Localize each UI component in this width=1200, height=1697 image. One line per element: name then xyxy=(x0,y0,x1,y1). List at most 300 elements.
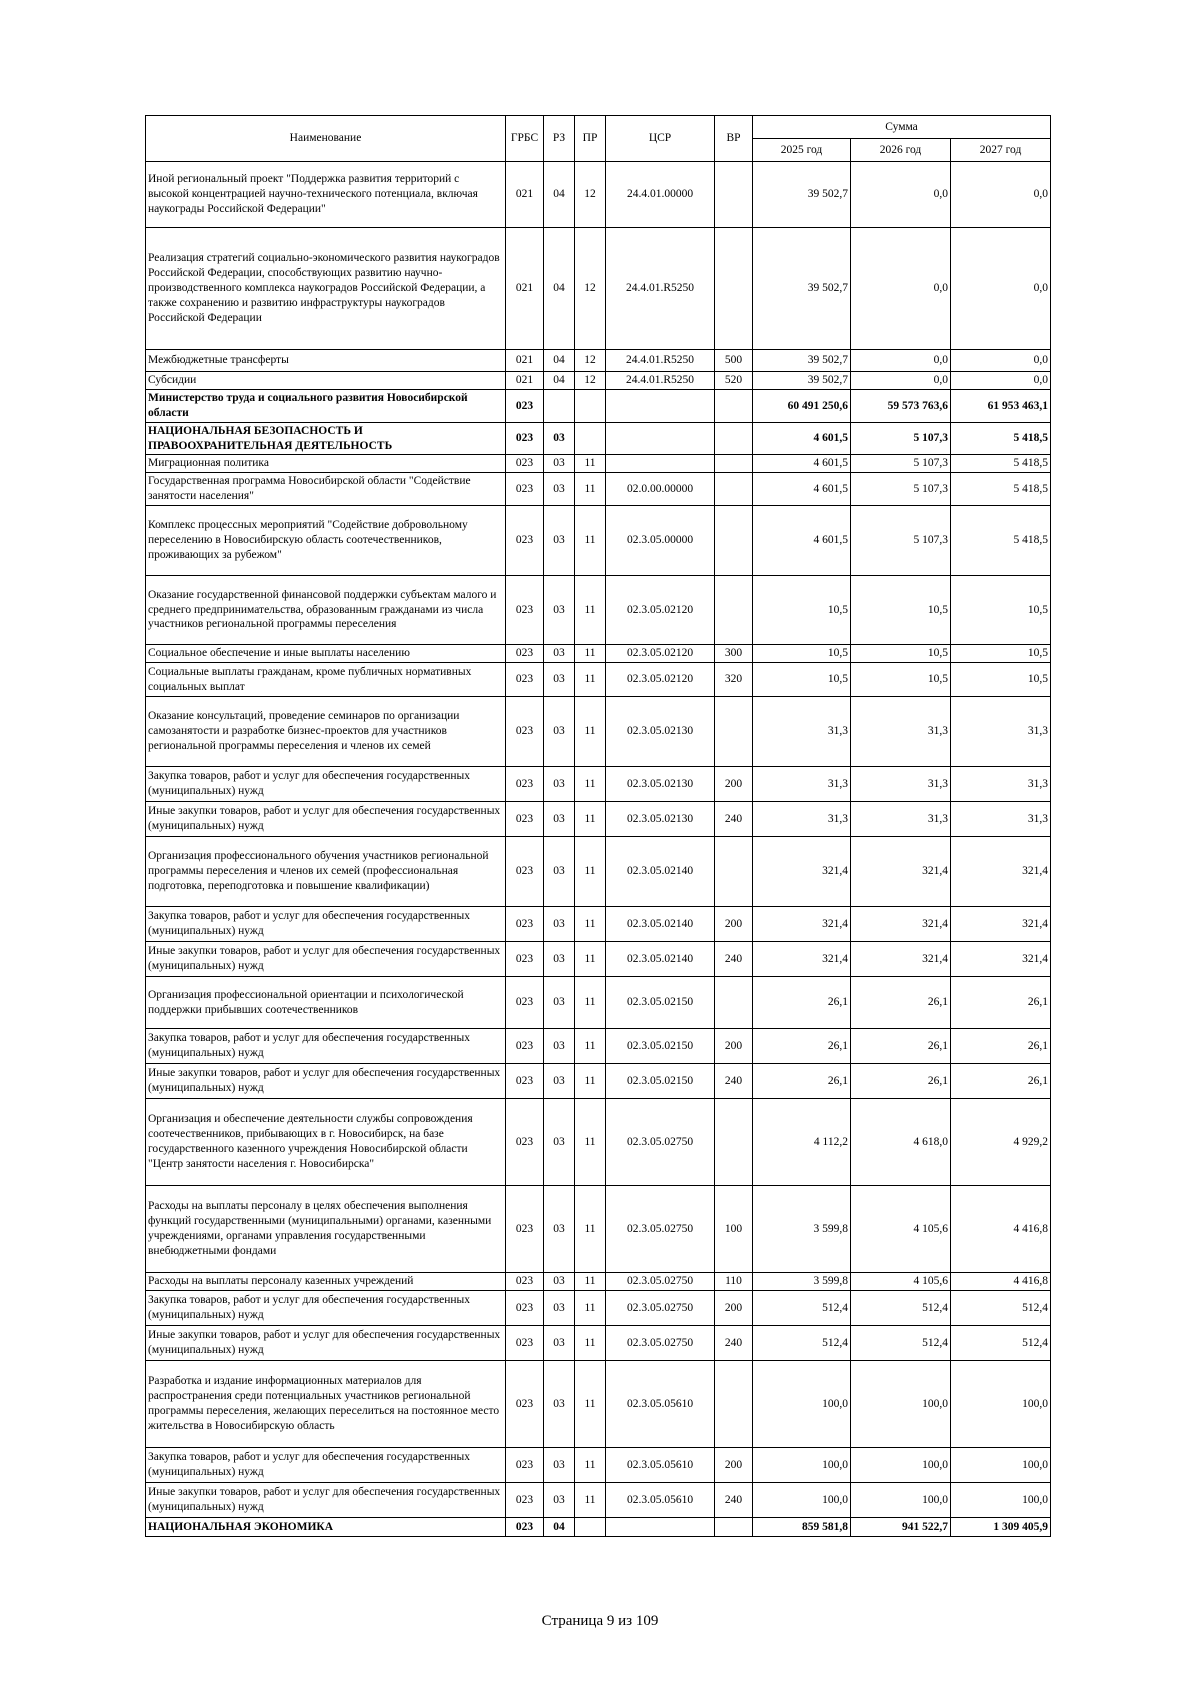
cell-pr: 12 xyxy=(575,372,606,390)
cell-grbs: 023 xyxy=(506,907,544,942)
table-row xyxy=(146,228,1051,350)
cell-name: Расходы на выплаты персоналу в целях обеспечения выполнения функций государственными (муниципальными) органами, казенными учреждениями, органами управления государственными внебюджетными фондами xyxy=(146,1186,506,1273)
cell-rz: 03 xyxy=(544,1273,575,1291)
cell-sum-2026: 0,0 xyxy=(851,372,951,390)
cell-vr xyxy=(715,423,753,455)
table-row xyxy=(146,1099,1051,1186)
cell-csr xyxy=(606,390,715,423)
table-row xyxy=(146,1326,1051,1361)
table-row xyxy=(146,1518,1051,1537)
cell-vr: 240 xyxy=(715,942,753,977)
cell-sum-2026: 5 107,3 xyxy=(851,423,951,455)
cell-grbs: 023 xyxy=(506,663,544,697)
cell-sum-2027: 5 418,5 xyxy=(951,455,1051,473)
cell-pr: 11 xyxy=(575,1029,606,1064)
cell-pr: 11 xyxy=(575,645,606,663)
cell-pr xyxy=(575,423,606,455)
cell-vr xyxy=(715,455,753,473)
cell-name: Социальные выплаты гражданам, кроме публичных нормативных социальных выплат xyxy=(146,663,506,697)
cell-pr: 11 xyxy=(575,697,606,767)
table-row xyxy=(146,942,1051,977)
cell-sum-2025: 4 601,5 xyxy=(753,423,851,455)
cell-vr: 240 xyxy=(715,1483,753,1518)
cell-csr: 02.3.05.02750 xyxy=(606,1291,715,1326)
cell-pr: 11 xyxy=(575,1291,606,1326)
table-row xyxy=(146,1273,1051,1291)
cell-csr: 02.3.05.02130 xyxy=(606,802,715,837)
table-row xyxy=(146,455,1051,473)
cell-name: Государственная программа Новосибирской области "Содействие занятости населения" xyxy=(146,473,506,506)
cell-csr: 02.3.05.02750 xyxy=(606,1186,715,1273)
cell-rz: 03 xyxy=(544,1448,575,1483)
cell-sum-2026: 941 522,7 xyxy=(851,1518,951,1537)
cell-grbs: 021 xyxy=(506,162,544,228)
cell-grbs: 023 xyxy=(506,455,544,473)
cell-rz: 03 xyxy=(544,1361,575,1448)
cell-pr: 12 xyxy=(575,228,606,350)
cell-grbs: 021 xyxy=(506,228,544,350)
cell-rz: 03 xyxy=(544,837,575,907)
cell-name: Разработка и издание информационных материалов для распространения среди потенциальных участников региональной программы переселения, желающих переселиться на постоянное место жительства в Новосибирскую область xyxy=(146,1361,506,1448)
cell-pr: 11 xyxy=(575,767,606,802)
cell-sum-2025: 10,5 xyxy=(753,576,851,645)
cell-vr: 240 xyxy=(715,802,753,837)
cell-name: Закупка товаров, работ и услуг для обеспечения государственных (муниципальных) нужд xyxy=(146,907,506,942)
header-pr: ПР xyxy=(575,116,606,162)
cell-grbs: 023 xyxy=(506,473,544,506)
cell-csr: 02.0.00.00000 xyxy=(606,473,715,506)
cell-name: Закупка товаров, работ и услуг для обеспечения государственных (муниципальных) нужд xyxy=(146,1291,506,1326)
cell-sum-2026: 31,3 xyxy=(851,767,951,802)
table-row xyxy=(146,837,1051,907)
table-row xyxy=(146,645,1051,663)
table-row xyxy=(146,423,1051,455)
cell-sum-2025: 10,5 xyxy=(753,645,851,663)
cell-sum-2026: 321,4 xyxy=(851,907,951,942)
table-row xyxy=(146,506,1051,576)
cell-rz: 03 xyxy=(544,907,575,942)
cell-sum-2027: 0,0 xyxy=(951,162,1051,228)
cell-pr: 11 xyxy=(575,1448,606,1483)
table-row xyxy=(146,1361,1051,1448)
table-row xyxy=(146,697,1051,767)
cell-sum-2027: 321,4 xyxy=(951,942,1051,977)
cell-pr xyxy=(575,390,606,423)
cell-grbs: 023 xyxy=(506,390,544,423)
cell-rz: 03 xyxy=(544,663,575,697)
cell-sum-2027: 5 418,5 xyxy=(951,423,1051,455)
cell-sum-2025: 3 599,8 xyxy=(753,1186,851,1273)
cell-sum-2027: 26,1 xyxy=(951,1029,1051,1064)
cell-sum-2026: 100,0 xyxy=(851,1483,951,1518)
cell-vr: 200 xyxy=(715,907,753,942)
cell-rz: 03 xyxy=(544,1483,575,1518)
cell-sum-2026: 5 107,3 xyxy=(851,455,951,473)
cell-csr: 02.3.05.05610 xyxy=(606,1483,715,1518)
cell-vr: 200 xyxy=(715,767,753,802)
table-row xyxy=(146,767,1051,802)
cell-rz: 03 xyxy=(544,455,575,473)
cell-csr: 02.3.05.02750 xyxy=(606,1326,715,1361)
cell-sum-2025: 100,0 xyxy=(753,1361,851,1448)
cell-pr: 11 xyxy=(575,802,606,837)
cell-grbs: 023 xyxy=(506,506,544,576)
cell-pr: 11 xyxy=(575,1186,606,1273)
cell-csr xyxy=(606,423,715,455)
cell-pr: 11 xyxy=(575,1099,606,1186)
cell-sum-2027: 512,4 xyxy=(951,1326,1051,1361)
cell-sum-2027: 10,5 xyxy=(951,663,1051,697)
cell-name: НАЦИОНАЛЬНАЯ БЕЗОПАСНОСТЬ И ПРАВООХРАНИТЕЛЬНАЯ ДЕЯТЕЛЬНОСТЬ xyxy=(146,423,506,455)
cell-vr xyxy=(715,977,753,1029)
cell-rz: 03 xyxy=(544,1186,575,1273)
cell-rz: 04 xyxy=(544,162,575,228)
cell-sum-2026: 59 573 763,6 xyxy=(851,390,951,423)
table-row xyxy=(146,1483,1051,1518)
cell-sum-2025: 4 601,5 xyxy=(753,506,851,576)
cell-sum-2027: 1 309 405,9 xyxy=(951,1518,1051,1537)
cell-grbs: 023 xyxy=(506,423,544,455)
cell-csr: 02.3.05.02120 xyxy=(606,645,715,663)
cell-sum-2025: 26,1 xyxy=(753,1064,851,1099)
cell-sum-2025: 26,1 xyxy=(753,977,851,1029)
cell-vr xyxy=(715,162,753,228)
cell-rz: 03 xyxy=(544,1029,575,1064)
cell-pr: 11 xyxy=(575,837,606,907)
cell-sum-2026: 100,0 xyxy=(851,1448,951,1483)
header-year-2025: 2025 год xyxy=(753,139,851,162)
cell-pr: 11 xyxy=(575,473,606,506)
cell-grbs: 023 xyxy=(506,802,544,837)
cell-name: Закупка товаров, работ и услуг для обеспечения государственных (муниципальных) нужд xyxy=(146,1448,506,1483)
cell-sum-2026: 10,5 xyxy=(851,645,951,663)
cell-grbs: 023 xyxy=(506,1483,544,1518)
cell-rz: 04 xyxy=(544,228,575,350)
cell-csr: 02.3.05.02150 xyxy=(606,1064,715,1099)
cell-grbs: 023 xyxy=(506,977,544,1029)
cell-sum-2026: 10,5 xyxy=(851,576,951,645)
cell-csr: 02.3.05.02120 xyxy=(606,663,715,697)
cell-rz: 03 xyxy=(544,1326,575,1361)
cell-vr: 240 xyxy=(715,1326,753,1361)
cell-grbs: 023 xyxy=(506,1291,544,1326)
cell-pr xyxy=(575,1518,606,1537)
cell-vr xyxy=(715,1361,753,1448)
table-row xyxy=(146,1448,1051,1483)
page-number: Страница 9 из 109 xyxy=(541,1613,659,1629)
cell-grbs: 023 xyxy=(506,1064,544,1099)
cell-sum-2025: 39 502,7 xyxy=(753,228,851,350)
cell-vr xyxy=(715,1099,753,1186)
header-grbs: ГРБС xyxy=(506,116,544,162)
cell-vr xyxy=(715,1518,753,1537)
table-row xyxy=(146,576,1051,645)
cell-sum-2026: 100,0 xyxy=(851,1361,951,1448)
cell-vr: 110 xyxy=(715,1273,753,1291)
cell-vr: 200 xyxy=(715,1029,753,1064)
cell-sum-2027: 5 418,5 xyxy=(951,506,1051,576)
cell-sum-2025: 3 599,8 xyxy=(753,1273,851,1291)
header-rz: РЗ xyxy=(544,116,575,162)
cell-sum-2025: 31,3 xyxy=(753,767,851,802)
cell-rz: 03 xyxy=(544,697,575,767)
cell-csr: 02.3.05.02140 xyxy=(606,907,715,942)
cell-sum-2026: 31,3 xyxy=(851,697,951,767)
cell-pr: 11 xyxy=(575,1326,606,1361)
cell-grbs: 023 xyxy=(506,1361,544,1448)
cell-sum-2027: 10,5 xyxy=(951,645,1051,663)
cell-sum-2025: 4 112,2 xyxy=(753,1099,851,1186)
cell-name: Закупка товаров, работ и услуг для обеспечения государственных (муниципальных) нужд xyxy=(146,1029,506,1064)
cell-name: Комплекс процессных мероприятий "Содействие добровольному переселению в Новосибирскую область соотечественников, проживающих за рубежом" xyxy=(146,506,506,576)
cell-grbs: 023 xyxy=(506,1029,544,1064)
cell-vr xyxy=(715,697,753,767)
cell-sum-2026: 0,0 xyxy=(851,162,951,228)
cell-pr: 11 xyxy=(575,1273,606,1291)
cell-sum-2026: 5 107,3 xyxy=(851,473,951,506)
cell-sum-2025: 512,4 xyxy=(753,1291,851,1326)
cell-sum-2026: 10,5 xyxy=(851,663,951,697)
cell-name: Миграционная политика xyxy=(146,455,506,473)
header-csr: ЦСР xyxy=(606,116,715,162)
cell-name: Закупка товаров, работ и услуг для обеспечения государственных (муниципальных) нужд xyxy=(146,767,506,802)
cell-sum-2027: 61 953 463,1 xyxy=(951,390,1051,423)
cell-name: Иные закупки товаров, работ и услуг для обеспечения государственных (муниципальных) нужд xyxy=(146,802,506,837)
cell-rz: 03 xyxy=(544,767,575,802)
table-row xyxy=(146,473,1051,506)
cell-rz: 03 xyxy=(544,645,575,663)
cell-vr: 520 xyxy=(715,372,753,390)
cell-name: Иные закупки товаров, работ и услуг для обеспечения государственных (муниципальных) нужд xyxy=(146,942,506,977)
cell-name: Организация и обеспечение деятельности службы сопровождения соотечественников, прибывающих в г. Новосибирск, на базе государственного казенного учреждения Новосибирской области "Центр занятости населения г. Новосибирска" xyxy=(146,1099,506,1186)
cell-sum-2025: 100,0 xyxy=(753,1448,851,1483)
cell-grbs: 023 xyxy=(506,1273,544,1291)
cell-csr: 02.3.05.02130 xyxy=(606,697,715,767)
cell-grbs: 023 xyxy=(506,1518,544,1537)
cell-sum-2025: 31,3 xyxy=(753,802,851,837)
cell-pr: 11 xyxy=(575,907,606,942)
cell-sum-2027: 4 416,8 xyxy=(951,1186,1051,1273)
cell-vr xyxy=(715,228,753,350)
cell-vr: 240 xyxy=(715,1064,753,1099)
cell-sum-2027: 31,3 xyxy=(951,767,1051,802)
cell-csr: 02.3.05.02750 xyxy=(606,1273,715,1291)
cell-sum-2027: 321,4 xyxy=(951,837,1051,907)
cell-rz: 03 xyxy=(544,942,575,977)
cell-sum-2026: 4 618,0 xyxy=(851,1099,951,1186)
cell-vr xyxy=(715,473,753,506)
cell-grbs: 023 xyxy=(506,697,544,767)
cell-sum-2027: 26,1 xyxy=(951,1064,1051,1099)
cell-grbs: 023 xyxy=(506,1186,544,1273)
cell-name: Реализация стратегий социально-экономического развития наукоградов Российской Федерации, способствующих развитию научно-производственного комплекса наукоградов Российской Федерации, а также сохранению и развитию инфраструктуры наукоградов Российской Федерации xyxy=(146,228,506,350)
cell-grbs: 023 xyxy=(506,1099,544,1186)
cell-grbs: 023 xyxy=(506,1326,544,1361)
cell-name: Иные закупки товаров, работ и услуг для обеспечения государственных (муниципальных) нужд xyxy=(146,1326,506,1361)
table-row xyxy=(146,372,1051,390)
cell-csr: 24.4.01.R5250 xyxy=(606,372,715,390)
cell-sum-2026: 26,1 xyxy=(851,977,951,1029)
cell-sum-2027: 512,4 xyxy=(951,1291,1051,1326)
cell-name: Министерство труда и социального развития Новосибирской области xyxy=(146,390,506,423)
table-row xyxy=(146,350,1051,372)
cell-csr: 02.3.05.02140 xyxy=(606,942,715,977)
cell-vr: 200 xyxy=(715,1291,753,1326)
cell-sum-2027: 100,0 xyxy=(951,1361,1051,1448)
cell-sum-2025: 10,5 xyxy=(753,663,851,697)
cell-grbs: 023 xyxy=(506,645,544,663)
cell-rz: 03 xyxy=(544,977,575,1029)
cell-sum-2026: 4 105,6 xyxy=(851,1186,951,1273)
cell-pr: 12 xyxy=(575,162,606,228)
cell-pr: 12 xyxy=(575,350,606,372)
cell-csr: 02.3.05.02120 xyxy=(606,576,715,645)
cell-name: Расходы на выплаты персоналу казенных учреждений xyxy=(146,1273,506,1291)
cell-csr: 02.3.05.02750 xyxy=(606,1099,715,1186)
cell-name: Оказание консультаций, проведение семинаров по организации самозанятости и разработке бизнес-проектов для участников региональной программы переселения и членов их семей xyxy=(146,697,506,767)
cell-sum-2025: 321,4 xyxy=(753,837,851,907)
cell-sum-2026: 321,4 xyxy=(851,942,951,977)
table-row xyxy=(146,1291,1051,1326)
cell-vr xyxy=(715,390,753,423)
cell-sum-2027: 0,0 xyxy=(951,228,1051,350)
cell-csr: 02.3.05.02150 xyxy=(606,1029,715,1064)
cell-sum-2027: 26,1 xyxy=(951,977,1051,1029)
cell-vr xyxy=(715,506,753,576)
cell-csr xyxy=(606,1518,715,1537)
cell-sum-2025: 39 502,7 xyxy=(753,372,851,390)
cell-name: Субсидии xyxy=(146,372,506,390)
cell-sum-2025: 60 491 250,6 xyxy=(753,390,851,423)
cell-sum-2026: 5 107,3 xyxy=(851,506,951,576)
cell-sum-2025: 4 601,5 xyxy=(753,473,851,506)
cell-pr: 11 xyxy=(575,1361,606,1448)
cell-rz: 03 xyxy=(544,473,575,506)
cell-csr: 24.4.01.00000 xyxy=(606,162,715,228)
cell-sum-2025: 39 502,7 xyxy=(753,350,851,372)
cell-pr: 11 xyxy=(575,1483,606,1518)
table-row xyxy=(146,802,1051,837)
cell-name: Оказание государственной финансовой поддержки субъектам малого и среднего предпринимательства, образованным гражданами из числа участников региональной программы переселения xyxy=(146,576,506,645)
cell-grbs: 021 xyxy=(506,372,544,390)
table-header xyxy=(146,116,1051,162)
cell-pr: 11 xyxy=(575,506,606,576)
cell-sum-2027: 0,0 xyxy=(951,372,1051,390)
cell-pr: 11 xyxy=(575,1064,606,1099)
cell-vr: 200 xyxy=(715,1448,753,1483)
cell-sum-2025: 859 581,8 xyxy=(753,1518,851,1537)
cell-sum-2026: 4 105,6 xyxy=(851,1273,951,1291)
cell-sum-2025: 31,3 xyxy=(753,697,851,767)
cell-csr: 24.4.01.R5250 xyxy=(606,228,715,350)
table-row xyxy=(146,1064,1051,1099)
cell-sum-2027: 31,3 xyxy=(951,802,1051,837)
cell-sum-2026: 512,4 xyxy=(851,1326,951,1361)
cell-rz: 03 xyxy=(544,1099,575,1186)
cell-csr: 02.3.05.02130 xyxy=(606,767,715,802)
cell-sum-2027: 321,4 xyxy=(951,907,1051,942)
cell-vr xyxy=(715,837,753,907)
table-row xyxy=(146,1186,1051,1273)
table-row xyxy=(146,162,1051,228)
table-row xyxy=(146,1029,1051,1064)
cell-grbs: 023 xyxy=(506,837,544,907)
cell-pr: 11 xyxy=(575,576,606,645)
cell-rz: 03 xyxy=(544,423,575,455)
cell-sum-2027: 10,5 xyxy=(951,576,1051,645)
cell-rz: 03 xyxy=(544,576,575,645)
cell-grbs: 023 xyxy=(506,1448,544,1483)
cell-name: НАЦИОНАЛЬНАЯ ЭКОНОМИКА xyxy=(146,1518,506,1537)
cell-grbs: 023 xyxy=(506,942,544,977)
cell-csr: 24.4.01.R5250 xyxy=(606,350,715,372)
cell-sum-2027: 4 416,8 xyxy=(951,1273,1051,1291)
cell-csr: 02.3.05.02150 xyxy=(606,977,715,1029)
cell-sum-2025: 321,4 xyxy=(753,942,851,977)
cell-name: Межбюджетные трансферты xyxy=(146,350,506,372)
cell-sum-2025: 512,4 xyxy=(753,1326,851,1361)
cell-csr xyxy=(606,455,715,473)
cell-name: Организация профессиональной ориентации и психологической поддержки прибывших соотечественников xyxy=(146,977,506,1029)
cell-sum-2026: 0,0 xyxy=(851,228,951,350)
cell-csr: 02.3.05.05610 xyxy=(606,1361,715,1448)
cell-sum-2026: 321,4 xyxy=(851,837,951,907)
cell-csr: 02.3.05.02140 xyxy=(606,837,715,907)
header-sum: Сумма xyxy=(753,116,1051,139)
cell-sum-2025: 100,0 xyxy=(753,1483,851,1518)
cell-sum-2026: 26,1 xyxy=(851,1029,951,1064)
table-row xyxy=(146,907,1051,942)
cell-pr: 11 xyxy=(575,942,606,977)
cell-sum-2027: 5 418,5 xyxy=(951,473,1051,506)
cell-pr: 11 xyxy=(575,977,606,1029)
cell-sum-2027: 31,3 xyxy=(951,697,1051,767)
header-name: Наименование xyxy=(146,116,506,162)
cell-sum-2027: 4 929,2 xyxy=(951,1099,1051,1186)
cell-vr: 500 xyxy=(715,350,753,372)
cell-name: Иные закупки товаров, работ и услуг для обеспечения государственных (муниципальных) нужд xyxy=(146,1064,506,1099)
cell-rz xyxy=(544,390,575,423)
table-row xyxy=(146,390,1051,423)
cell-grbs: 023 xyxy=(506,767,544,802)
header-year-2026: 2026 год xyxy=(851,139,951,162)
cell-csr: 02.3.05.00000 xyxy=(606,506,715,576)
cell-vr: 300 xyxy=(715,645,753,663)
cell-rz: 03 xyxy=(544,1064,575,1099)
cell-name: Иные закупки товаров, работ и услуг для обеспечения государственных (муниципальных) нужд xyxy=(146,1483,506,1518)
cell-sum-2025: 39 502,7 xyxy=(753,162,851,228)
cell-sum-2027: 100,0 xyxy=(951,1483,1051,1518)
cell-rz: 03 xyxy=(544,506,575,576)
cell-name: Иной региональный проект "Поддержка развития территорий с высокой концентрацией научно-технического потенциала, включая наукограды Российской Федерации" xyxy=(146,162,506,228)
header-year-2027: 2027 год xyxy=(951,139,1051,162)
cell-pr: 11 xyxy=(575,663,606,697)
cell-sum-2026: 26,1 xyxy=(851,1064,951,1099)
cell-sum-2026: 512,4 xyxy=(851,1291,951,1326)
cell-sum-2025: 4 601,5 xyxy=(753,455,851,473)
cell-name: Социальное обеспечение и иные выплаты населению xyxy=(146,645,506,663)
table-row xyxy=(146,663,1051,697)
cell-grbs: 021 xyxy=(506,350,544,372)
cell-sum-2026: 0,0 xyxy=(851,350,951,372)
cell-sum-2027: 0,0 xyxy=(951,350,1051,372)
cell-vr xyxy=(715,576,753,645)
cell-rz: 04 xyxy=(544,372,575,390)
table-body xyxy=(146,162,1051,1537)
cell-sum-2025: 321,4 xyxy=(753,907,851,942)
cell-name: Организация профессионального обучения участников региональной программы переселения и членов их семей (профессиональная подготовка, переподготовка и повышение квалификации) xyxy=(146,837,506,907)
cell-vr: 100 xyxy=(715,1186,753,1273)
